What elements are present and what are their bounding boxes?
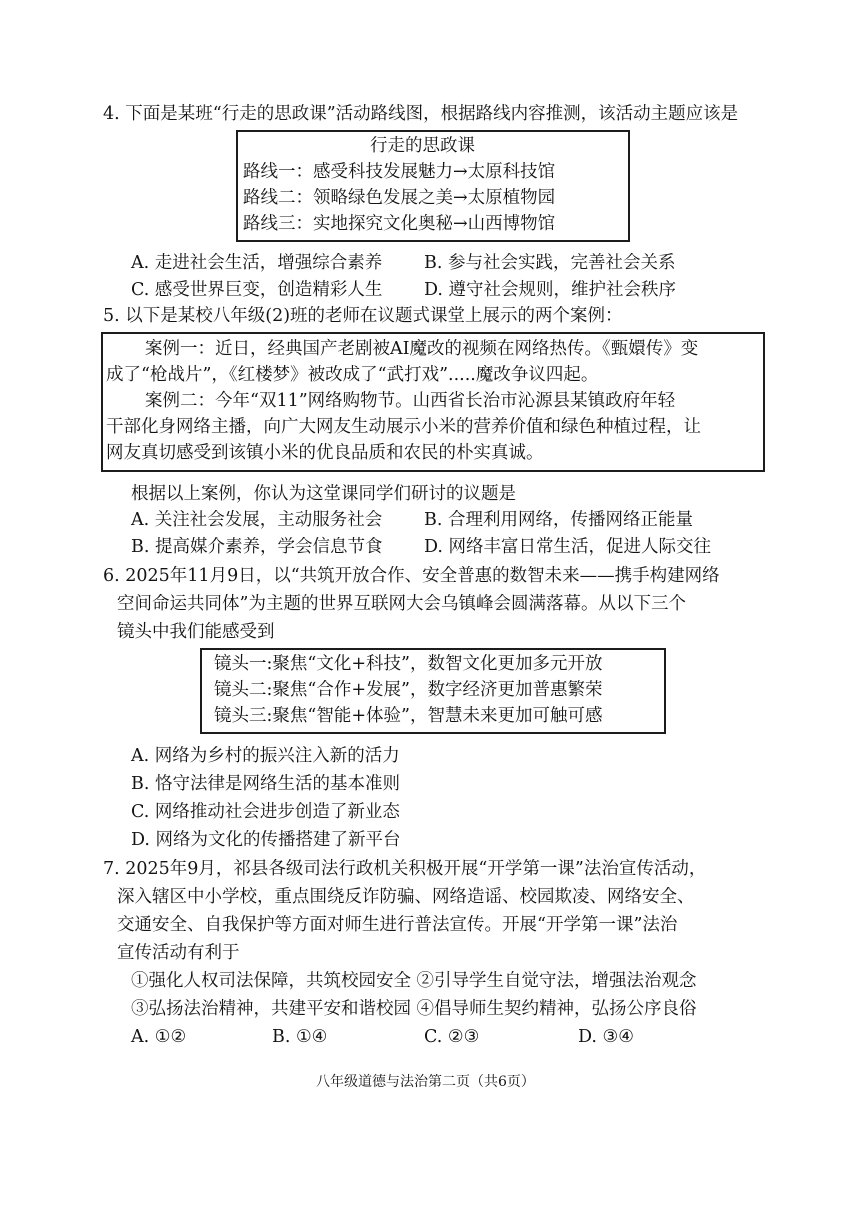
q5-option-c: B. 提高媒介素养，学会信息节食: [131, 537, 383, 557]
q7-stem-line-2: 深入辖区中小学校，重点围绕反诈防骗、网络造谣、校园欺凌、网络安全、: [117, 887, 695, 907]
q5-option-a: A. 关注社会发展，主动服务社会: [131, 510, 383, 530]
page-footer: 八年级道德与法治第二页（共6页）: [316, 1074, 535, 1090]
q4-route-1: 路线一：感受科技发展魅力→太原科技馆: [243, 162, 556, 182]
q6-stem-line-1: 6. 2025年11月9日，以“共筑开放合作、安全普惠的数智未来——携手构建网络: [103, 566, 720, 586]
q4-stem: 4. 下面是某班“行走的思政课”活动路线图，根据路线内容推测，该活动主题应该是: [103, 104, 739, 124]
q7-items-line-2: ③弘扬法治精神，共建平安和谐校园 ④倡导师生契约精神，弘扬公序良俗: [131, 999, 697, 1019]
q4-option-c: C. 感受世界巨变，创造精彩人生: [131, 280, 383, 300]
q4-box-title: 行走的思政课: [370, 136, 475, 156]
q7-stem-line-3: 交通安全、自我保护等方面对师生进行普法宣传。开展“开学第一课”法治: [117, 915, 678, 935]
q6-option-c: C. 网络推动社会进步创造了新业态: [131, 802, 400, 822]
q7-stem-line-4: 宣传活动有利于: [117, 943, 240, 963]
q6-shot-2: 镜头二:聚焦“合作+发展”，数字经济更加普惠繁荣: [214, 680, 603, 700]
q6-option-a: A. 网络为乡村的振兴注入新的活力: [131, 746, 400, 766]
q7-option-b: B. ①④: [272, 1027, 328, 1047]
q6-option-d: D. 网络为文化的传播搭建了新平台: [131, 830, 401, 850]
q7-option-a: A. ①②: [131, 1027, 187, 1047]
q5-case-line-4: 干部化身网络主播，向广大网友生动展示小米的营养价值和绿色种植过程，让: [106, 417, 701, 437]
q4-option-b: B. 参与社会实践，完善社会关系: [424, 253, 676, 273]
q5-case-line-2: 成了“枪战片”，《红楼梦》被改成了“武打戏”.....魔改争议四起。: [106, 365, 599, 385]
q4-option-d: D. 遵守社会规则，维护社会秩序: [424, 280, 677, 300]
q4-route-3: 路线三：实地探究文化奥秘→山西博物馆: [243, 214, 556, 234]
q6-shot-1: 镜头一:聚焦“文化+科技”，数智文化更加多元开放: [214, 654, 603, 674]
q6-option-b: B. 恪守法律是网络生活的基本准则: [131, 774, 400, 794]
q5-prompt: 根据以上案例，你认为这堂课同学们研讨的议题是: [131, 484, 516, 504]
q7-items-line-1: ①强化人权司法保障，共筑校园安全 ②引导学生自觉守法，增强法治观念: [131, 971, 697, 991]
q5-case-line-3: 案例二：今年“双11”网络购物节。山西省长治市沁源县某镇政府年轻: [145, 391, 676, 411]
q5-case-line-5: 网友真切感受到该镇小米的优良品质和农民的朴实真诚。: [106, 443, 544, 463]
q6-shot-3: 镜头三:聚焦“智能+体验”，智慧未来更加可触可感: [214, 706, 603, 726]
q7-option-c: C. ②③: [424, 1027, 480, 1047]
q5-case-line-1: 案例一：近日，经典国产老剧被AI魔改的视频在网络热传。《甄嬛传》变: [145, 339, 699, 359]
q4-option-a: A. 走进社会生活，增强综合素养: [131, 253, 383, 273]
q6-stem-line-3: 镜头中我们能感受到: [117, 622, 275, 642]
q5-option-d: D. 网络丰富日常生活，促进人际交往: [424, 537, 712, 557]
q5-option-b: B. 合理利用网络，传播网络正能量: [424, 510, 693, 530]
q5-stem: 5. 以下是某校八年级(2)班的老师在议题式课堂上展示的两个案例：: [103, 306, 623, 326]
q7-option-d: D. ③④: [578, 1027, 634, 1047]
q6-stem-line-2: 空间命运共同体”为主题的世界互联网大会乌镇峰会圆满落幕。从以下三个: [117, 594, 686, 614]
q4-route-2: 路线二：领略绿色发展之美→太原植物园: [243, 188, 556, 208]
q7-stem-line-1: 7. 2025年9月，祁县各级司法行政机关积极开展“开学第一课”法治宣传活动，: [103, 859, 707, 879]
